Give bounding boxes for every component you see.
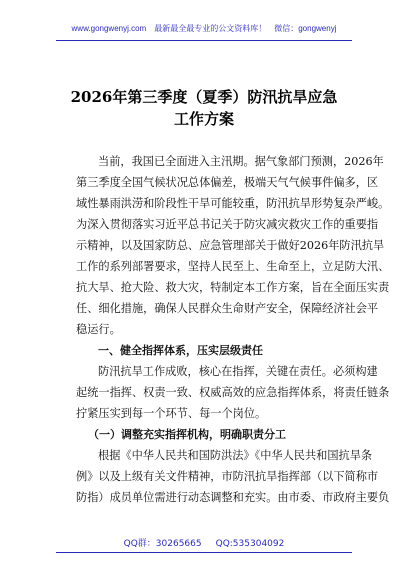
document-title-line-2: 工作方案 [173, 110, 234, 128]
text-line: 第三季度全国气候状况总体偏差，极端天气气候事件偏多，区 [76, 176, 379, 189]
text-line: 起统一指挥、权责一致、权威高效的应急指挥体系，将责任链条 [76, 386, 390, 399]
footer-qq: QQ:535304092 [215, 539, 285, 549]
text-line: 示精神，以及国家防总、应急管理部关于做好2026年防汛抗旱 [76, 239, 385, 252]
text-line: 防指）成员单位需进行动态调整和充实。由市委、市政府主要负 [76, 491, 390, 504]
text-line: 防汛抗旱工作成败，核心在指挥，关键在责任。必须构建 [98, 365, 378, 378]
text-line: 为深入贯彻落实习近平总书记关于防灾减灾救灾工作的重要指 [76, 218, 379, 231]
text-line: 当前，我国已全面进入主汛期。据气象部门预测，2026年 [98, 155, 384, 168]
text-line: 例》以及上级有关文件精神，市防汛抗旱指挥部（以下简称市 [76, 470, 379, 483]
section-heading: 一、健全指挥体系，压实层级责任 [98, 344, 263, 357]
footer-divider [56, 552, 352, 553]
header-divider [56, 40, 352, 41]
document-title-line-1: 2026年第三季度（夏季）防汛抗旱应急 [70, 88, 338, 106]
text-line: 根据《中华人民共和国防洪法》《中华人民共和国抗旱条 [98, 449, 373, 462]
text-line: 稳运行。 [76, 323, 121, 336]
text-line: 工作的系列部署要求，坚持人民至上、生命至上，立足防大汛、 [76, 260, 390, 273]
text-line: 拧紧压实到每一个环节、每一个岗位。 [76, 407, 267, 420]
subsection-heading: （一）调整充实指挥机构，明确职责分工 [88, 428, 286, 441]
footer-qq-group: QQ群：30265665 [123, 539, 202, 549]
header-slogan: 最新最全最专业的公文资料库！ [154, 24, 267, 33]
header-site-link[interactable]: www.gongwenyj.com [71, 24, 147, 33]
text-line: 抗大旱、抢大险、救大灾，特制定本工作方案，旨在全面压实责 [76, 281, 390, 294]
page-header [0, 24, 408, 34]
header-wechat: 微信：gongwenyj [274, 24, 337, 33]
document-body [76, 151, 390, 508]
text-line: 域性暴雨洪涝和阶段性干旱可能较重，防汛抗旱形势复杂严峻。 [76, 197, 390, 210]
text-line: 任、细化措施，确保人民群众生命财产安全，保障经济社会平 [76, 302, 379, 315]
page-footer [0, 538, 408, 550]
